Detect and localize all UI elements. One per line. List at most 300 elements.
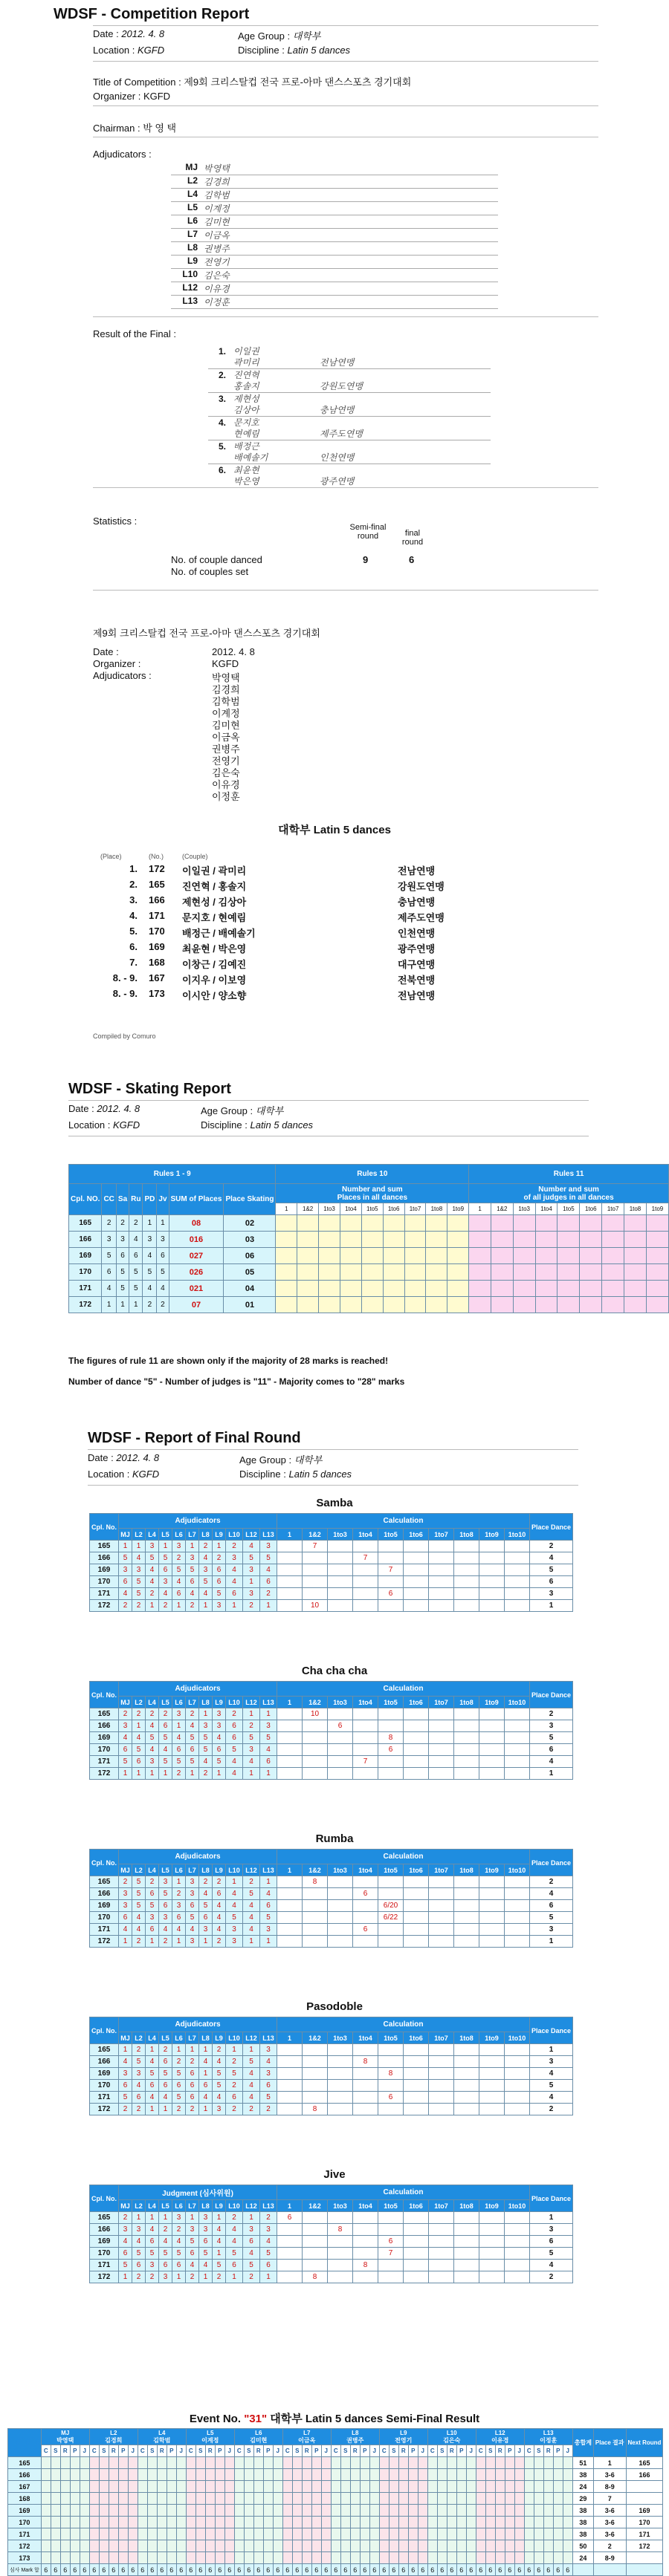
result-number: 168 xyxy=(149,957,165,968)
dance-place: 5 xyxy=(116,1264,129,1281)
mark-cell xyxy=(466,2505,476,2517)
calc-cell xyxy=(505,2068,530,2080)
rule11-cell xyxy=(491,1297,513,1313)
judge-mark: 1 xyxy=(226,2044,243,2056)
mark-cell xyxy=(176,2517,186,2528)
calc-cell xyxy=(303,2068,328,2080)
mark-sum: 6 xyxy=(167,2564,176,2576)
mark-cell xyxy=(70,2552,80,2564)
mark-cell xyxy=(485,2528,495,2540)
mark-cell xyxy=(302,2481,311,2493)
place-result: 3-6 xyxy=(593,2505,626,2517)
mark-cell xyxy=(437,2493,447,2505)
mark-cell xyxy=(128,2552,138,2564)
judge-mark: 4 xyxy=(260,2236,277,2248)
calc-cell xyxy=(277,1576,303,1588)
calc-cell xyxy=(505,2080,530,2092)
judge-code: L4 xyxy=(146,2032,159,2044)
judge-mark: 6 xyxy=(119,2248,132,2260)
divider xyxy=(93,487,598,488)
mark-cell xyxy=(244,2517,253,2528)
judge-code: MJ xyxy=(119,1529,132,1541)
judge-mark: 1 xyxy=(213,2248,226,2260)
result-club: 제주도연맹 xyxy=(398,912,445,923)
dance-title: Rumba xyxy=(315,1832,354,1845)
mark-cell xyxy=(524,2540,534,2552)
rule11-cell xyxy=(624,1248,647,1264)
empty-cell xyxy=(572,2564,593,2576)
mark-cell xyxy=(340,2540,350,2552)
mark-cell xyxy=(60,2540,70,2552)
place-result: 8-9 xyxy=(593,2481,626,2493)
mark-cell xyxy=(437,2469,447,2481)
mark-cell xyxy=(563,2540,572,2552)
judge-mark: 4 xyxy=(213,2056,226,2068)
calc-cell xyxy=(277,1744,303,1756)
mark-cell xyxy=(273,2552,282,2564)
mark-cell xyxy=(80,2540,89,2552)
dance-sub: P xyxy=(311,2445,321,2457)
judge-mark: 5 xyxy=(213,1756,226,1768)
judge-mark: 5 xyxy=(146,1732,159,1744)
mark-cell xyxy=(147,2517,157,2528)
mark-cell xyxy=(350,2481,360,2493)
calc-cell xyxy=(429,2271,454,2283)
mark-cell xyxy=(109,2552,118,2564)
calc-cell: 8 xyxy=(303,1876,328,1888)
mark-sum: 6 xyxy=(215,2564,224,2576)
mark-cell xyxy=(41,2505,51,2517)
adjudicators-label: Adjudicators : xyxy=(93,670,152,681)
calc-cell xyxy=(505,2260,530,2271)
col-next-round: Next Round xyxy=(626,2429,663,2457)
dance-table-wrap xyxy=(89,1513,573,1612)
judge-mark: 4 xyxy=(146,2092,159,2104)
mark-cell xyxy=(485,2457,495,2469)
mark-cell xyxy=(524,2528,534,2540)
adjudicator-name: 이정훈 xyxy=(204,297,230,308)
age-label: Age Group : xyxy=(201,1105,253,1116)
calc-cell xyxy=(277,2271,303,2283)
adjudicators-header: Adjudicators xyxy=(119,1682,277,1697)
judge-mark: 4 xyxy=(186,1588,199,1600)
calc-cell xyxy=(479,2104,505,2115)
adjudicator-name: 이정훈 xyxy=(212,791,240,802)
dance-place: 1 xyxy=(102,1297,116,1313)
calc-cell xyxy=(505,2271,530,2283)
next-round: 166 xyxy=(626,2469,663,2481)
table-row xyxy=(90,1768,573,1780)
judge-mark: 5 xyxy=(186,1912,199,1924)
calc-cell xyxy=(277,1708,303,1720)
statistics-label: Statistics : xyxy=(93,515,138,527)
calc-cell xyxy=(429,2044,454,2056)
judge-mark: 4 xyxy=(146,2056,159,2068)
dance-place: 1 xyxy=(157,1215,169,1232)
judge-code: L5 xyxy=(159,1529,172,1541)
col-no: (No.) xyxy=(149,853,164,860)
mark-sum: 6 xyxy=(157,2564,167,2576)
mark-cell xyxy=(70,2505,80,2517)
mark-cell xyxy=(524,2481,534,2493)
mark-cell xyxy=(476,2505,485,2517)
calc-cell xyxy=(378,2224,404,2236)
rule11-cell xyxy=(624,1297,647,1313)
adjudicator-row xyxy=(171,242,498,256)
judge-mark: 1 xyxy=(159,1541,172,1552)
judge-code: L4 xyxy=(146,1864,159,1876)
mark-cell xyxy=(505,2552,514,2564)
judge-mark: 1 xyxy=(226,1600,243,1612)
calc-cell xyxy=(479,2224,505,2236)
couple-number: 169 xyxy=(8,2505,42,2517)
judge-code: L10 xyxy=(226,1529,243,1541)
mark-cell xyxy=(176,2469,186,2481)
mark-cell xyxy=(389,2493,398,2505)
judge-mark: 6 xyxy=(243,2236,260,2248)
calc-col: 1&2 xyxy=(303,1864,328,1876)
mark-cell xyxy=(476,2528,485,2540)
adjudicator-name: 김미현 xyxy=(212,720,240,731)
calc-cell xyxy=(328,2080,353,2092)
rule11-cell xyxy=(558,1264,580,1281)
judge-mark: 2 xyxy=(226,2212,243,2224)
calc-cell xyxy=(479,1936,505,1948)
table-row xyxy=(90,2224,573,2236)
mark-cell xyxy=(447,2457,456,2469)
mark-sum: 6 xyxy=(524,2564,534,2576)
mark-cell xyxy=(244,2552,253,2564)
calc-cell xyxy=(404,2236,429,2248)
judge-mark: 6 xyxy=(172,1912,186,1924)
adjudicator-name: 박영택 xyxy=(212,672,240,683)
mark-cell xyxy=(292,2481,302,2493)
calc-cell xyxy=(277,2224,303,2236)
judge-mark: 2 xyxy=(260,2212,277,2224)
judge-mark: 6 xyxy=(172,1744,186,1756)
judge-mark: 1 xyxy=(186,2044,199,2056)
mark-cell xyxy=(476,2481,485,2493)
partner-name: 김상아 xyxy=(233,405,259,415)
mark-cell xyxy=(167,2528,176,2540)
mark-cell xyxy=(302,2517,311,2528)
mark-cell xyxy=(563,2493,572,2505)
judge-mark: 2 xyxy=(243,2104,260,2115)
mark-cell xyxy=(311,2528,321,2540)
judge-mark: 3 xyxy=(213,1600,226,1612)
place-dance: 5 xyxy=(530,2080,573,2092)
dance-sub: J xyxy=(80,2445,89,2457)
calc-cell: 6 xyxy=(277,2212,303,2224)
calc-cell: 10 xyxy=(303,1600,328,1612)
judge-mark: 6 xyxy=(119,1912,132,1924)
mark-cell xyxy=(456,2505,466,2517)
mark-cell xyxy=(553,2528,563,2540)
judge-code: L9 xyxy=(213,2200,226,2212)
judge-mark: 3 xyxy=(119,1720,132,1732)
mark-cell xyxy=(398,2540,408,2552)
mark-sum: 6 xyxy=(99,2564,109,2576)
calc-cell xyxy=(303,1732,328,1744)
calc-cell xyxy=(429,1732,454,1744)
dance-sub: R xyxy=(447,2445,456,2457)
mark-cell xyxy=(60,2552,70,2564)
judge-mark: 1 xyxy=(226,2271,243,2283)
calc-cell xyxy=(277,2044,303,2056)
place-col-header: 1to4 xyxy=(535,1203,558,1215)
judge-mark: 1 xyxy=(226,1876,243,1888)
divider xyxy=(88,1449,578,1450)
mark-cell xyxy=(41,2528,51,2540)
calc-cell xyxy=(429,1924,454,1936)
judge-mark: 3 xyxy=(186,1552,199,1564)
rule10-cell xyxy=(297,1215,319,1232)
calc-cell xyxy=(378,2044,404,2056)
judge-mark: 1 xyxy=(159,2212,172,2224)
mark-sum: 6 xyxy=(350,2564,360,2576)
mark-cell xyxy=(273,2505,282,2517)
judge-mark: 4 xyxy=(146,1720,159,1732)
calc-cell xyxy=(404,1588,429,1600)
judge-mark: 5 xyxy=(199,1744,213,1756)
calc-cell xyxy=(454,2080,479,2092)
dance-place: 6 xyxy=(116,1248,129,1264)
mark-cell xyxy=(205,2493,215,2505)
place-result: 8-9 xyxy=(593,2552,626,2564)
calc-cell xyxy=(378,1708,404,1720)
judge-mark: 2 xyxy=(159,1936,172,1948)
result-club: 대구연맹 xyxy=(398,959,436,970)
judge-mark: 4 xyxy=(199,1756,213,1768)
place-dance: 3 xyxy=(530,1588,573,1600)
judge-mark: 2 xyxy=(213,1936,226,1948)
judge-mark: 6 xyxy=(226,1720,243,1732)
adjudicators-header: Judgment (심사위원) xyxy=(119,2185,277,2200)
mark-cell xyxy=(340,2493,350,2505)
judge-code: L5 xyxy=(159,1697,172,1708)
calculation-header: Calculation xyxy=(277,1514,530,1529)
judge-mark: 3 xyxy=(132,2068,146,2080)
judge-mark: 1 xyxy=(132,1768,146,1780)
result-club: 강원도연맹 xyxy=(398,881,445,892)
mark-cell xyxy=(418,2517,427,2528)
judge-mark: 4 xyxy=(132,2236,146,2248)
mark-cell xyxy=(543,2457,553,2469)
judge-mark: 5 xyxy=(260,1552,277,1564)
judge-mark: 1 xyxy=(199,2044,213,2056)
rule10-cell xyxy=(404,1264,426,1281)
mark-cell xyxy=(369,2493,379,2505)
judge-mark: 1 xyxy=(243,2212,260,2224)
dance-sub: P xyxy=(167,2445,176,2457)
mark-cell xyxy=(70,2469,80,2481)
dance-sub: J xyxy=(369,2445,379,2457)
mark-cell xyxy=(147,2540,157,2552)
mark-cell xyxy=(195,2528,205,2540)
mark-cell xyxy=(476,2493,485,2505)
calc-col: 1to7 xyxy=(429,2200,454,2212)
judge-mark: 5 xyxy=(260,2248,277,2260)
judge-mark: 5 xyxy=(172,2092,186,2104)
dance-sub: C xyxy=(427,2445,437,2457)
adjudicator-code: L7 xyxy=(187,229,198,239)
judge-mark: 4 xyxy=(172,1576,186,1588)
judge-mark: 2 xyxy=(172,2224,186,2236)
final-place: 2. xyxy=(218,370,226,380)
place-skating: 03 xyxy=(224,1232,276,1248)
table-row xyxy=(90,2271,573,2283)
rule10-cell xyxy=(426,1248,447,1264)
result-number: 172 xyxy=(149,863,165,874)
judge-mark: 3 xyxy=(213,1720,226,1732)
mark-cell xyxy=(118,2457,128,2469)
mark-cell xyxy=(553,2517,563,2528)
mark-cell xyxy=(89,2481,99,2493)
table-row xyxy=(90,2080,573,2092)
mark-cell xyxy=(427,2517,437,2528)
table-row xyxy=(90,1564,573,1576)
judge-mark: 2 xyxy=(146,1708,159,1720)
calc-cell xyxy=(303,1924,328,1936)
judge-code: MJ xyxy=(119,1864,132,1876)
calc-cell: 6/22 xyxy=(378,1912,404,1924)
place-dance: 4 xyxy=(530,2068,573,2080)
mark-cell xyxy=(205,2552,215,2564)
judge-code: L13 xyxy=(260,2200,277,2212)
mark-cell xyxy=(447,2517,456,2528)
judge-mark: 3 xyxy=(172,1708,186,1720)
rule11-cell xyxy=(491,1248,513,1264)
calc-cell xyxy=(454,1564,479,1576)
col-cpl-no: Cpl. NO. xyxy=(69,1184,102,1215)
mark-cell xyxy=(427,2469,437,2481)
calc-cell xyxy=(353,2271,378,2283)
calc-cell xyxy=(328,1541,353,1552)
rule10-cell xyxy=(404,1232,426,1248)
mark-cell xyxy=(138,2505,147,2517)
mark-cell xyxy=(563,2457,572,2469)
calculation-header: Calculation xyxy=(277,1850,530,1864)
judge-mark: 5 xyxy=(213,2260,226,2271)
place-col-header: 1to3 xyxy=(319,1203,340,1215)
mark-cell xyxy=(485,2469,495,2481)
calc-cell xyxy=(454,2104,479,2115)
calc-cell xyxy=(429,2248,454,2260)
mark-cell xyxy=(437,2528,447,2540)
result-couple: 최윤현 / 박은영 xyxy=(182,943,247,954)
dance-sub: P xyxy=(505,2445,514,2457)
judge-mark: 5 xyxy=(132,2056,146,2068)
adjudicator-name: 전영기 xyxy=(204,257,230,267)
judge-mark: 1 xyxy=(132,1720,146,1732)
judge-mark: 6 xyxy=(213,1744,226,1756)
leader-name: 진연혁 xyxy=(233,370,259,380)
judge-mark: 5 xyxy=(243,1552,260,1564)
calc-cell xyxy=(303,1576,328,1588)
calc-col: 1to9 xyxy=(479,1864,505,1876)
place-dance: 1 xyxy=(530,2212,573,2224)
rule10-cell xyxy=(297,1232,319,1248)
dance-sub: P xyxy=(215,2445,224,2457)
calc-cell: 7 xyxy=(378,1564,404,1576)
sum-of-places: 026 xyxy=(169,1264,224,1281)
calc-cell xyxy=(454,1900,479,1912)
calc-cell xyxy=(328,1936,353,1948)
col-cpl: Cpl. No. xyxy=(90,2185,119,2212)
judge-mark: 4 xyxy=(226,1756,243,1768)
calc-cell: 7 xyxy=(353,1756,378,1768)
calc-cell xyxy=(353,2092,378,2104)
calc-col: 1to8 xyxy=(454,1864,479,1876)
mark-cell xyxy=(466,2528,476,2540)
couple-danced-label: No. of couple danced xyxy=(171,554,262,565)
calc-col: 1to7 xyxy=(429,1529,454,1541)
place-col-header: 1to8 xyxy=(426,1203,447,1215)
col-place-dance: Place Dance xyxy=(530,2017,573,2044)
judge-mark: 4 xyxy=(226,1888,243,1900)
mark-cell xyxy=(408,2481,418,2493)
mark-cell xyxy=(167,2481,176,2493)
couple-number: 171 xyxy=(90,1756,119,1768)
mark-cell xyxy=(379,2457,389,2469)
place-col-header: 1to9 xyxy=(447,1203,469,1215)
judge-code: L13 xyxy=(260,1697,277,1708)
mark-cell xyxy=(80,2505,89,2517)
calc-cell xyxy=(303,2236,328,2248)
result-club: 전남연맹 xyxy=(398,865,436,876)
dance-sub: R xyxy=(302,2445,311,2457)
mark-cell xyxy=(340,2469,350,2481)
final-entry-partner xyxy=(208,451,491,464)
competition-report xyxy=(0,0,669,308)
calc-cell xyxy=(378,2104,404,2115)
place-result: 2 xyxy=(593,2540,626,2552)
calc-col: 1to7 xyxy=(429,2032,454,2044)
dance-sub: P xyxy=(118,2445,128,2457)
rules-11-sub: Number and sum of all judges in all dances xyxy=(469,1184,669,1203)
calc-cell xyxy=(505,1541,530,1552)
dance-sub: S xyxy=(534,2445,543,2457)
mark-cell xyxy=(495,2528,505,2540)
rule10-cell xyxy=(319,1297,340,1313)
calc-cell xyxy=(353,2212,378,2224)
calc-cell xyxy=(353,1708,378,1720)
rule11-cell xyxy=(469,1281,491,1297)
mark-sum: 6 xyxy=(311,2564,321,2576)
place-dance: 5 xyxy=(530,2248,573,2260)
judge-mark: 3 xyxy=(119,2224,132,2236)
calc-col: 1to4 xyxy=(353,1529,378,1541)
mark-cell xyxy=(253,2505,263,2517)
discipline-label: Discipline : xyxy=(201,1119,248,1131)
calc-cell: 6 xyxy=(378,2236,404,2248)
calc-col: 1to5 xyxy=(378,1529,404,1541)
rule11-cell xyxy=(624,1232,647,1248)
mark-cell xyxy=(292,2517,302,2528)
mark-cell xyxy=(147,2493,157,2505)
judge-mark: 4 xyxy=(199,1552,213,1564)
calc-cell xyxy=(277,2260,303,2271)
mark-cell xyxy=(534,2469,543,2481)
calc-cell xyxy=(479,1564,505,1576)
adjudicator-row xyxy=(171,282,498,296)
dance-sub: C xyxy=(524,2445,534,2457)
mark-cell xyxy=(340,2528,350,2540)
mark-cell xyxy=(89,2552,99,2564)
rule10-cell xyxy=(404,1248,426,1264)
divider xyxy=(93,590,598,591)
mark-cell xyxy=(253,2528,263,2540)
